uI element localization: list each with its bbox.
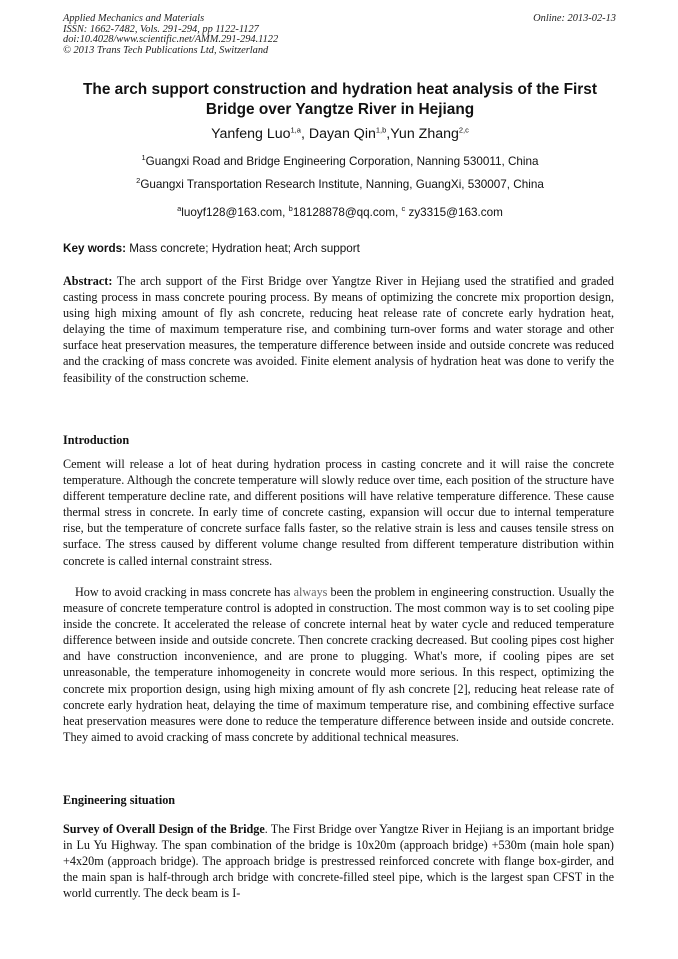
keywords [63,242,360,256]
email-marker: c [401,204,406,214]
issn-line: ISSN: 1662-7482, Vols. 291-294, pp 1122-1127 [63,23,259,35]
author-emails [60,206,620,220]
author-name: Yanfeng Luo [211,126,291,142]
title-line-1: The arch support construction and hydration heat analysis of the First [83,81,597,98]
introduction-paragraph-2 [63,584,614,745]
paragraph-text: been the problem in engineering construction. Usually the measure of concrete temperature control is adopted in construction. The most common way is to set cooling pipe inside the concrete. It accelerated the release of concrete internal heat by water cycle and reduced temperature difference between inside and outside concrete. Then concrete cracking decreased. But cooling pipes cost higher and have construction inconvenience, and are prone to plugging. What's more, if cooling pipes are set unreasonable, the temperature inhomogeneity in concrete would more serious. In this respect, optimizing the concrete mix proportion design, using high mixing amount of fly ash concrete [2], reducing heat release rate of concrete early hydration heat, delaying the time of maximum temperature rise, and combining effective surface heat preservation measures were done to reduce the temperature difference between inside and outside concrete. They aimed to avoid cracking of mass concrete by additional technical measures. [63,585,614,744]
abstract-label: Abstract: [63,274,113,288]
section-heading-engineering-situation: Engineering situation [63,793,176,807]
introduction-paragraph-1: Cement will release a lot of heat during hydration process in casting concrete and it will raise the concrete temperature. Although the concrete temperature will slowly reduce over time, each position of the structure have different temperature decline rate, and different positions will have relative temperature difference. These cause thermal stress in concrete. In early time of concrete casting, expansion will occur due to internal temperature rise, but the temperature of concrete surface falls faster, so the relative strain is less and causes tensile stress on surface. The stress caused by different volume change resulted from different temperature distribution within concrete is called internal constraint stress. [63,457,614,568]
abstract-text: The arch support of the First Bridge over Yangtze River in Hejiang used the stratified and graded casting process in mass concrete pouring process. By means of optimizing the concrete mix proportion design, using high mixing amount of fly ash concrete, reducing heat release rate of concrete early hydration heat, delaying the time of maximum temperature rise, and combining turn-over forms and water storage and other surface heat preservation measures, the temperature difference between inside and outside concrete was reduced and the cracking of mass concrete was avoided. Finite element analysis of hydration heat was done to verify the feasibility of the construction scheme. [63,274,614,385]
email-address[interactable]: luoyf128@163.com, [181,206,289,219]
survey-paragraph [63,821,614,901]
title-line-2: Bridge over Yangtze River in Hejiang [205,101,475,118]
online-date: Online: 2013-02-13 [533,13,616,24]
affiliation-1 [60,155,620,169]
section-heading-introduction: Introduction [63,433,130,447]
email-marker: b [288,204,293,214]
affiliation-marker: 1 [141,153,146,163]
email-marker: a [177,204,182,214]
abstract [63,273,614,386]
affiliation-text: Guangxi Transportation Research Institute, Nanning, GuangXi, 530007, China [140,178,544,191]
author-name: Yun Zhang [390,126,459,142]
author-separator: , [386,126,391,142]
paper-title [60,80,620,120]
author-list [60,125,620,143]
copyright-line: © 2013 Trans Tech Publications Ltd, Switzerland [63,44,269,56]
affiliation-text: Guangxi Road and Bridge Engineering Corporation, Nanning 530011, China [145,155,539,168]
keywords-text: Mass concrete; Hydration heat; Arch support [126,242,360,255]
journal-name: Applied Mechanics and Materials [63,13,205,24]
highlighted-word: always [293,585,328,599]
journal-header [63,14,278,56]
survey-text: . The First Bridge over Yangtze River in Hejiang is an important bridge in Lu Yu Highway. The span combination of the bridge is 10x20m (approach bridge) +530m (main hole span) +4x20m (approach bridge). The approach bridge is prestressed reinforced concrete with flange box-girder, and the main span is half-through arch bridge with concrete-filled steel pipe, which is the largest span CFST in the world currently. The deck beam is I- [63,822,614,901]
author-affiliation-marker: 1,a [290,125,301,135]
affiliation-marker: 2 [136,176,141,186]
doi-line: doi:10.4028/www.scientific.net/AMM.291-294.1122 [63,34,279,46]
email-address[interactable]: 18128878@qq.com, [292,206,402,219]
paragraph-text: How to avoid cracking in mass concrete has [75,585,294,599]
author-separator: , [300,126,309,142]
author-name: Dayan Qin [308,126,376,142]
email-address[interactable]: zy3315@163.com [405,206,503,219]
survey-label: Survey of Overall Design of the Bridge [63,822,265,836]
author-affiliation-marker: 1,b [375,125,387,135]
author-affiliation-marker: 2,c [458,125,469,135]
affiliation-2 [60,178,620,192]
keywords-label: Key words: [63,242,126,255]
